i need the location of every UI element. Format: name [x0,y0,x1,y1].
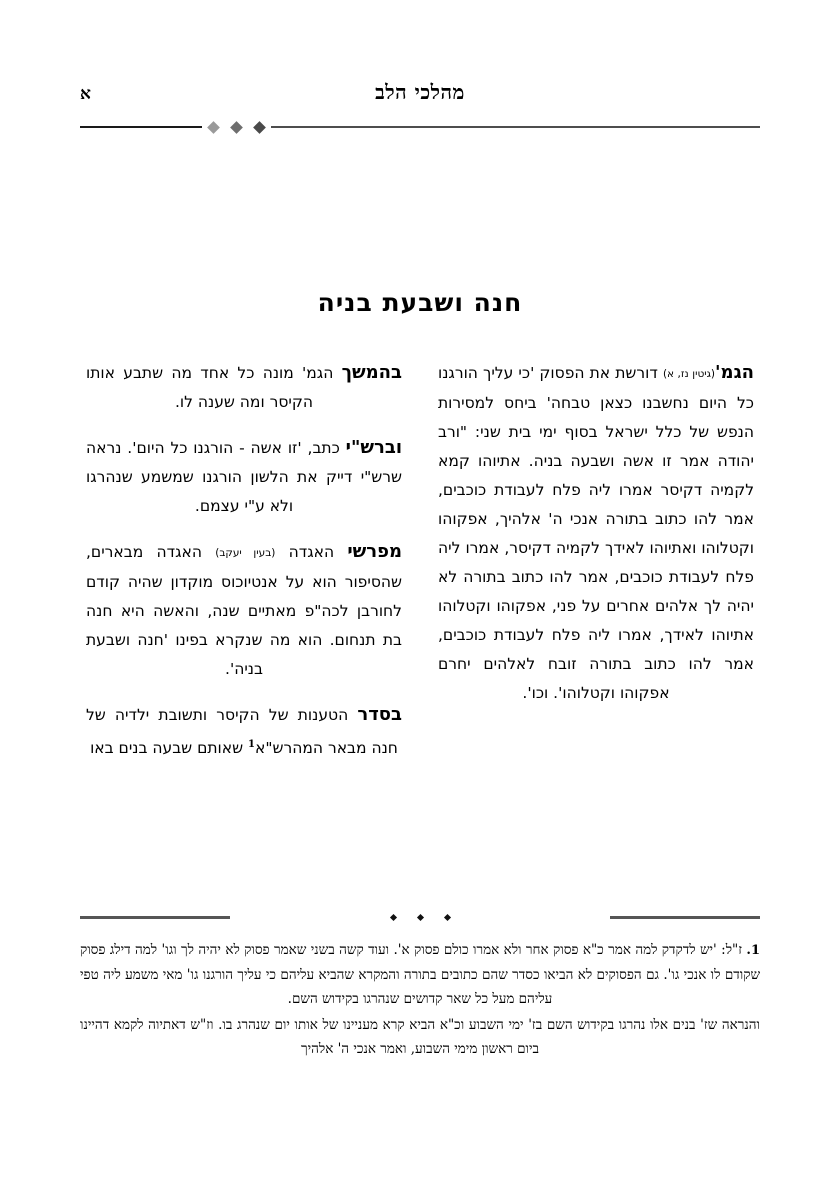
lead-word: מפרשי [347,541,402,562]
paragraph-behemshech [86,358,402,417]
book-title: מהלכי הלב [375,80,465,104]
rule-segment-right [271,126,760,128]
footnote-reference-marker[interactable]: 1 [248,739,256,750]
chapter-title: חנה ושבעת בניה [317,288,523,317]
paragraph-rashi [86,433,402,521]
header-row [80,80,760,120]
paragraph-text: האגדה מבארים, שהסיפור הוא על אנטיוכוס מוקדון שהיה קודם לחורבן לכה"פ מאתיים שנה, והאשה היא חנה בת תנחום. הוא מה שנקרא בפינו 'חנה ושבעת בניה'. [86,543,402,678]
page-header [80,80,760,136]
column-left [86,358,402,888]
body-columns [86,358,754,888]
footnote-rule-left [80,916,230,919]
footnote-text: ז"ל: 'יש לדקדק למה אמר כ"א פסוק אחר ולא אמרו כולם פסוק א'. ועוד קשה בשני שאמר פסוק לא יהיה לך וגו' למה דילג פסוק שקודם לו אנכי גו'. גם הפסוקים לא הביאו כסדר שהם כתובים בתורה והמקרא שהביא עליהם כי עליך הורגנו גו' מאי משמע ליה טפי עליהם מעל כל שאר קדושים שנהרגו בקידוש השם. [80,942,760,1007]
paragraph-mefarshei [86,537,402,684]
lead-word: בסדר [357,704,402,725]
diamond-ornament-icon [416,913,423,920]
lead-word: הגמ' [715,362,754,383]
paragraph-beseder [86,700,402,763]
diamond-ornament-icon [389,913,396,920]
footnotes-section [80,938,760,1061]
page-folio-number: א [80,84,91,104]
footnote-number: 1. [746,943,760,958]
paragraph-text-before-citation: האגדה [275,543,348,561]
footnote-item [80,938,760,1011]
diamond-ornament-icon [230,121,243,134]
footnote-text: והנראה שז' בנים אלו נהרגו בקידוש השם בז' ימי השבוע וכ"א הביא קרא מעניינו של אותו יום שנהרג בו. וז"ש דאתיוה לקמא דהיינו ביום ראשון מימי השבוע, ואמר אנכי ה' אלהיך [80,1017,760,1057]
footnote-rule-right [610,916,760,919]
footnote-item [80,1013,760,1061]
paragraph-text: דורשת את הפסוק 'כי עליך הורגנו כל היום נחשבנו כצאן טבחה' ביחס למסירות הנפש של כלל ישראל בסוף ימי בית שני: "ורב יהודה אמר זו אשה ושבעה בניה. אתיוהו קמא לקמיה דקיסר אמרו ליה פלח לעבודת כוכבים, אמר להו כתוב בתורה אנכי ה' אלהיך, אפקוהו וקטלוהו ואתיוהו לאידך לקמיה דקיסר, אמרו ליה פלח לעבודת כוכבים, אמר להו כתוב בתורה לא יהיה לך אלהים אחרים על פני, אפקוהו וקטלוהו אתיוהו לאידך, אמרו ליה פלח לעבודת כוכבים, אמר להו כתוב בתורה זובח לאלהים יחרם אפקוהו וקטלוהו'. וכו'. [438,364,754,702]
diamond-ornament-icon [253,121,266,134]
diamond-ornament-icon [443,913,450,920]
paragraph-text: הטענות של הקיסר ותשובת ילדיה של חנה מבאר המהרש"א [86,706,398,757]
footnote-separator [80,912,760,922]
paragraph-gemara [438,358,754,708]
lead-word: בהמשך [341,362,402,383]
lead-word: וברש"י [345,437,402,458]
diamond-ornament-icon [207,121,220,134]
paragraph-text: כתב, 'זו אשה - הורגנו כל היום'. נראה שרש"י דייק את הלשון הורגנו שמשמע שנהרגו ולא ע"י עצמם. [86,439,402,515]
source-citation: (גיטין נז, א) [662,368,716,380]
header-decorative-rule [80,121,760,133]
column-right [438,358,754,888]
source-citation: (בעין יעקב) [215,547,276,559]
paragraph-text-continued: שאותם שבעה בנים באו [90,739,249,757]
rule-segment-left [80,126,202,128]
paragraph-text: הגמ' מונה כל אחד מה שתבע אותו הקיסר ומה שענה לו. [86,364,342,411]
